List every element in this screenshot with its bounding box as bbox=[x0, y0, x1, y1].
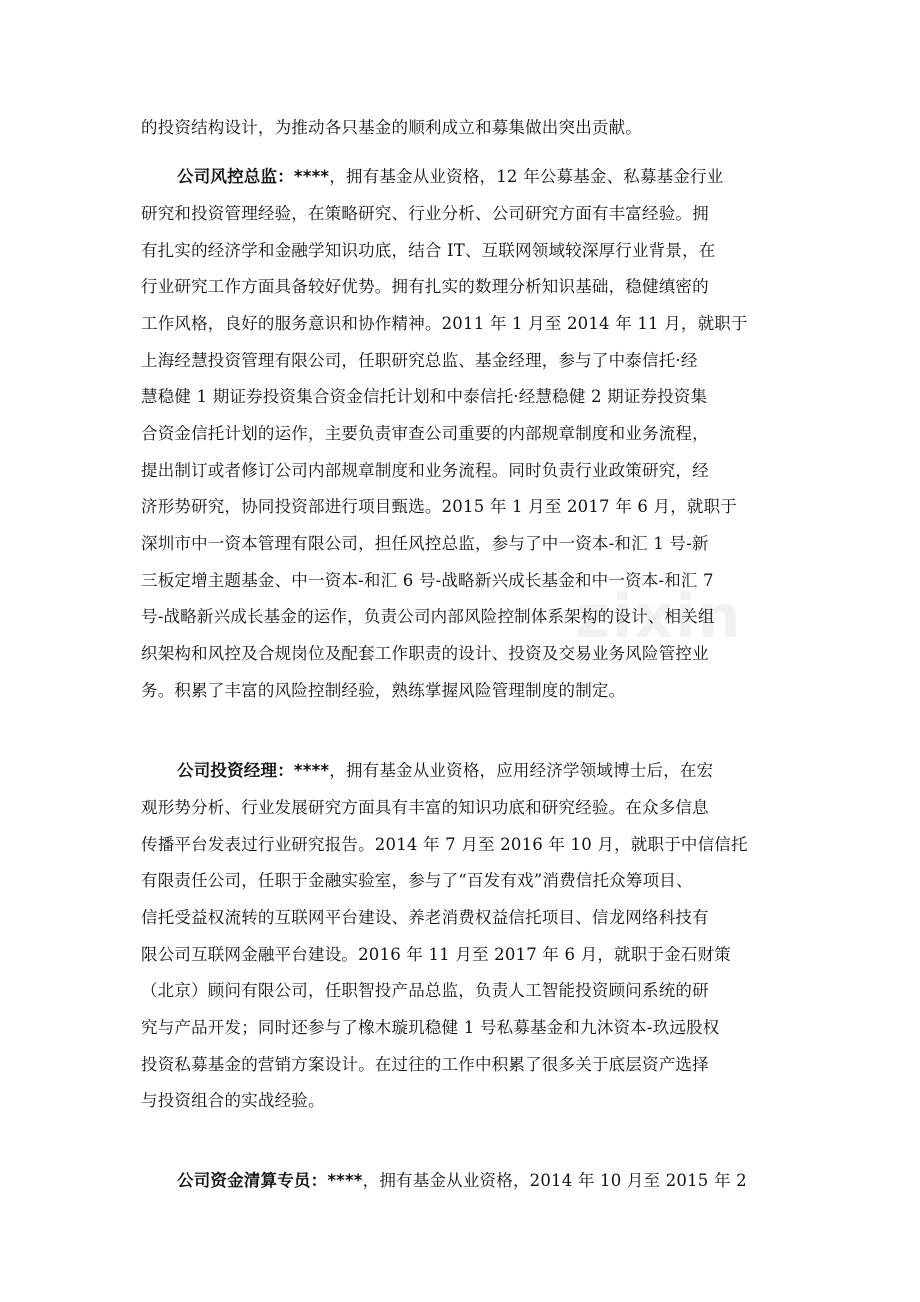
paragraph-line: 观形势分析、行业发展研究方面具有丰富的知识功底和研究经验。在众多信息 bbox=[141, 798, 709, 817]
paragraph-line: 织架构和风控及合规岗位及配套工作职责的设计、投资及交易业务风险管控业 bbox=[141, 644, 709, 663]
paragraph-line: 有限责任公司，任职于金融实验室，参与了“百发有戏”消费信托众筹项目、 bbox=[141, 871, 693, 890]
paragraph-first-line bbox=[177, 760, 817, 782]
paragraph-first-line bbox=[177, 166, 817, 188]
paragraph-text: ，拥有基金从业资格，12 年公募基金、私募基金行业 bbox=[329, 167, 724, 186]
person-name: **** bbox=[293, 761, 330, 780]
paragraph-line: （北京）顾问有限公司，任职智投产品总监，负责人工智能投资顾问系统的研 bbox=[141, 981, 709, 1000]
paragraph-line: 上海经慧投资管理有限公司，任职研究总监、基金经理，参与了中泰信托·经 bbox=[141, 351, 698, 370]
paragraph-line: 的投资结构设计，为推动各只基金的顺利成立和募集做出突出贡献。 bbox=[141, 118, 642, 137]
paragraph-line: 限公司互联网金融平台建设。2016 年 11 月至 2017 年 6 月，就职于金石财策 bbox=[141, 945, 731, 964]
paragraph-text: ，拥有基金从业资格，2014 年 10 月至 2015 年 2 bbox=[362, 1171, 747, 1190]
paragraph-line: 慧稳健 1 期证券投资集合资金信托计划和中泰信托·经慧稳健 2 期证券投资集 bbox=[141, 387, 708, 406]
paragraph-line: 行业研究工作方面具备较好优势。拥有扎实的数理分析知识基础，稳健缜密的 bbox=[141, 277, 709, 296]
paragraph-line: 济形势研究，协同投资部进行项目甄选。2015 年 1 月至 2017 年 6 月，就职于 bbox=[141, 497, 737, 516]
paragraph-line: 投资私募基金的营销方案设计。在过往的工作中积累了很多关于底层资产选择 bbox=[141, 1055, 709, 1074]
paragraph-line: 究与产品开发；同时还参与了橡木璇玑稳健 1 号私募基金和九沐资本-玖远股权 bbox=[141, 1018, 720, 1037]
role-title: 公司投资经理： bbox=[177, 761, 294, 780]
role-title: 公司资金清算专员： bbox=[177, 1171, 328, 1190]
person-name: **** bbox=[293, 167, 330, 186]
paragraph-line: 研究和投资管理经验，在策略研究、行业分析、公司研究方面有丰富经验。拥 bbox=[141, 204, 709, 223]
watermark: zixin bbox=[575, 582, 743, 652]
paragraph-text: ，拥有基金从业资格，应用经济学领域博士后，在宏 bbox=[329, 761, 714, 780]
paragraph-line: 提出制订或者修订公司内部规章制度和业务流程。同时负责行业政策研究，经 bbox=[141, 461, 709, 480]
paragraph-first-line bbox=[177, 1170, 817, 1192]
paragraph-line: 与投资组合的实战经验。 bbox=[141, 1091, 325, 1110]
role-title: 公司风控总监： bbox=[177, 167, 294, 186]
paragraph-line: 传播平台发表过行业研究报告。2014 年 7 月至 2016 年 10 月，就职于中信信托 bbox=[141, 835, 748, 854]
paragraph-line: 深圳市中一资本管理有限公司，担任风控总监，参与了中一资本-和汇 1 号-新 bbox=[141, 534, 709, 553]
paragraph-line: 三板定增主题基金、中一资本-和汇 6 号-战略新兴成长基金和中一资本-和汇 7 bbox=[141, 571, 714, 590]
paragraph-line: 信托受益权流转的互联网平台建设、养老消费权益信托项目、信龙网络科技有 bbox=[141, 908, 709, 927]
paragraph-line: 有扎实的经济学和金融学知识功底，结合 IT、互联网领域较深厚行业背景，在 bbox=[141, 241, 716, 260]
paragraph-line: 工作风格，良好的服务意识和协作精神。2011 年 1 月至 2014 年 11 月，就职于 bbox=[141, 314, 748, 333]
paragraph-line: 号-战略新兴成长基金的运作，负责公司内部风险控制体系架构的设计、相关组 bbox=[141, 607, 715, 626]
person-name: **** bbox=[327, 1171, 363, 1190]
paragraph-line: 务。积累了丰富的风险控制经验，熟练掌握风险管理制度的制定。 bbox=[141, 681, 626, 700]
paragraph-line: 合资金信托计划的运作，主要负责审查公司重要的内部规章制度和业务流程， bbox=[141, 424, 709, 443]
